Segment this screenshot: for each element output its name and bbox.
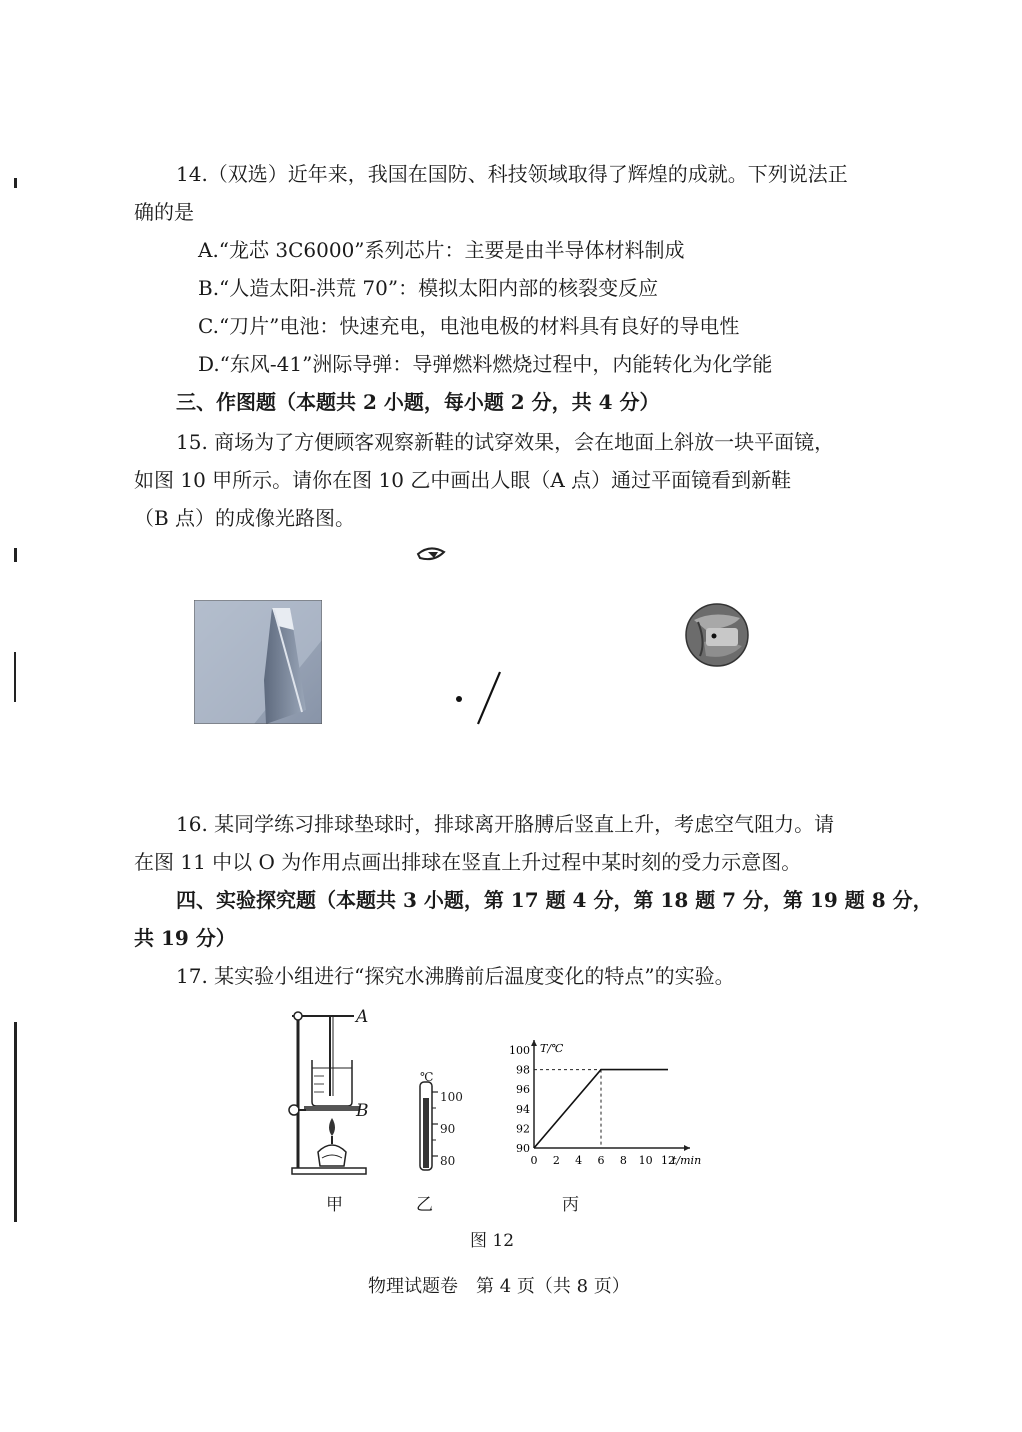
binding-mark — [14, 548, 17, 562]
fig12-jia-apparatus — [284, 1006, 374, 1178]
q14-stem-line1: 14.（双选）近年来，我国在国防、科技领域取得了辉煌的成就。下列说法正 — [176, 162, 848, 186]
binding-mark — [14, 652, 16, 702]
x-tick-label: 0 — [530, 1154, 538, 1167]
x-tick-label: 12 — [661, 1154, 675, 1167]
fig10-mirror-line — [474, 668, 504, 728]
x-tick-label: 8 — [619, 1154, 627, 1167]
fig12-thermo-tick-100: 100 — [440, 1090, 463, 1104]
y-axis-arrow — [531, 1040, 537, 1046]
q14-option-d: D.“东风-41”洲际导弹：导弹燃料燃烧过程中，内能转化为化学能 — [198, 352, 773, 376]
x-tick-label: 2 — [552, 1154, 560, 1167]
q14-stem-line2: 确的是 — [134, 200, 194, 224]
y-tick-label: 96 — [516, 1083, 530, 1097]
y-tick-label: 94 — [516, 1102, 530, 1116]
q16-line2: 在图 11 中以 O 为作用点画出排球在竖直上升过程中某时刻的受力示意图。 — [134, 850, 802, 874]
fig10-yi-eye-icon — [416, 546, 446, 568]
fig11-volleyball — [684, 602, 750, 668]
fig12-label-b: B — [356, 1101, 369, 1121]
fig12-thermo-unit: ℃ — [420, 1070, 434, 1084]
q14-option-b: B.“人造太阳-洪荒 70”：模拟太阳内部的核裂变反应 — [198, 276, 659, 300]
fig12-caption: 图 12 — [470, 1231, 515, 1251]
fig12-label-a: A — [356, 1007, 369, 1027]
fig12-label-jia: 甲 — [326, 1195, 343, 1215]
fig12-label-bing: 丙 — [562, 1195, 579, 1215]
y-tick-label: 100 — [509, 1044, 530, 1057]
section4-heading-line2: 共 19 分） — [134, 926, 236, 950]
y-tick-label: 98 — [516, 1063, 530, 1077]
q17-line1: 17. 某实验小组进行“探究水沸腾前后温度变化的特点”的实验。 — [176, 964, 735, 988]
x-tick-label: 10 — [638, 1154, 653, 1167]
section4-heading-line1: 四、实验探究题（本题共 3 小题，第 17 题 4 分，第 18 题 7 分，第 19 题 8 分， — [176, 888, 933, 912]
fig12-thermo-tick-90: 90 — [440, 1122, 456, 1136]
x-axis-label: t/min — [672, 1154, 702, 1167]
q15-line3: （B 点）的成像光路图。 — [134, 506, 356, 530]
fig12-yi-thermometer — [412, 1080, 440, 1172]
binding-mark — [14, 178, 17, 188]
fig12-bing-chart — [500, 1036, 712, 1176]
q15-line2: 如图 10 甲所示。请你在图 10 乙中画出人眼（A 点）通过平面镜看到新鞋 — [134, 468, 792, 492]
q14-option-a: A.“龙芯 3C6000”系列芯片：主要是由半导体材料制成 — [198, 238, 685, 262]
fig10-point-b-dot — [455, 688, 463, 696]
x-tick-label: 6 — [597, 1154, 605, 1167]
y-axis-label: T/℃ — [540, 1042, 564, 1055]
x-tick-label: 4 — [575, 1154, 583, 1167]
fig12-thermo-tick-80: 80 — [440, 1154, 456, 1168]
y-tick-label: 90 — [516, 1142, 530, 1155]
q14-option-c: C.“刀片”电池：快速充电，电池电极的材料具有良好的导电性 — [198, 314, 740, 338]
fig10-jia-photo — [194, 600, 322, 724]
page-footer: 物理试题卷 第 4 页（共 8 页） — [368, 1276, 630, 1297]
section3-heading: 三、作图题（本题共 2 小题，每小题 2 分，共 4 分） — [176, 390, 660, 414]
binding-mark — [14, 1022, 17, 1222]
y-tick-label: 92 — [516, 1122, 530, 1136]
q16-line1: 16. 某同学练习排球垫球时，排球离开胳膊后竖直上升，考虑空气阻力。请 — [176, 812, 835, 836]
x-axis-arrow — [684, 1145, 690, 1151]
fig12-label-yi: 乙 — [416, 1195, 433, 1215]
q15-line1: 15. 商场为了方便顾客观察新鞋的试穿效果，会在地面上斜放一块平面镜， — [176, 430, 835, 454]
